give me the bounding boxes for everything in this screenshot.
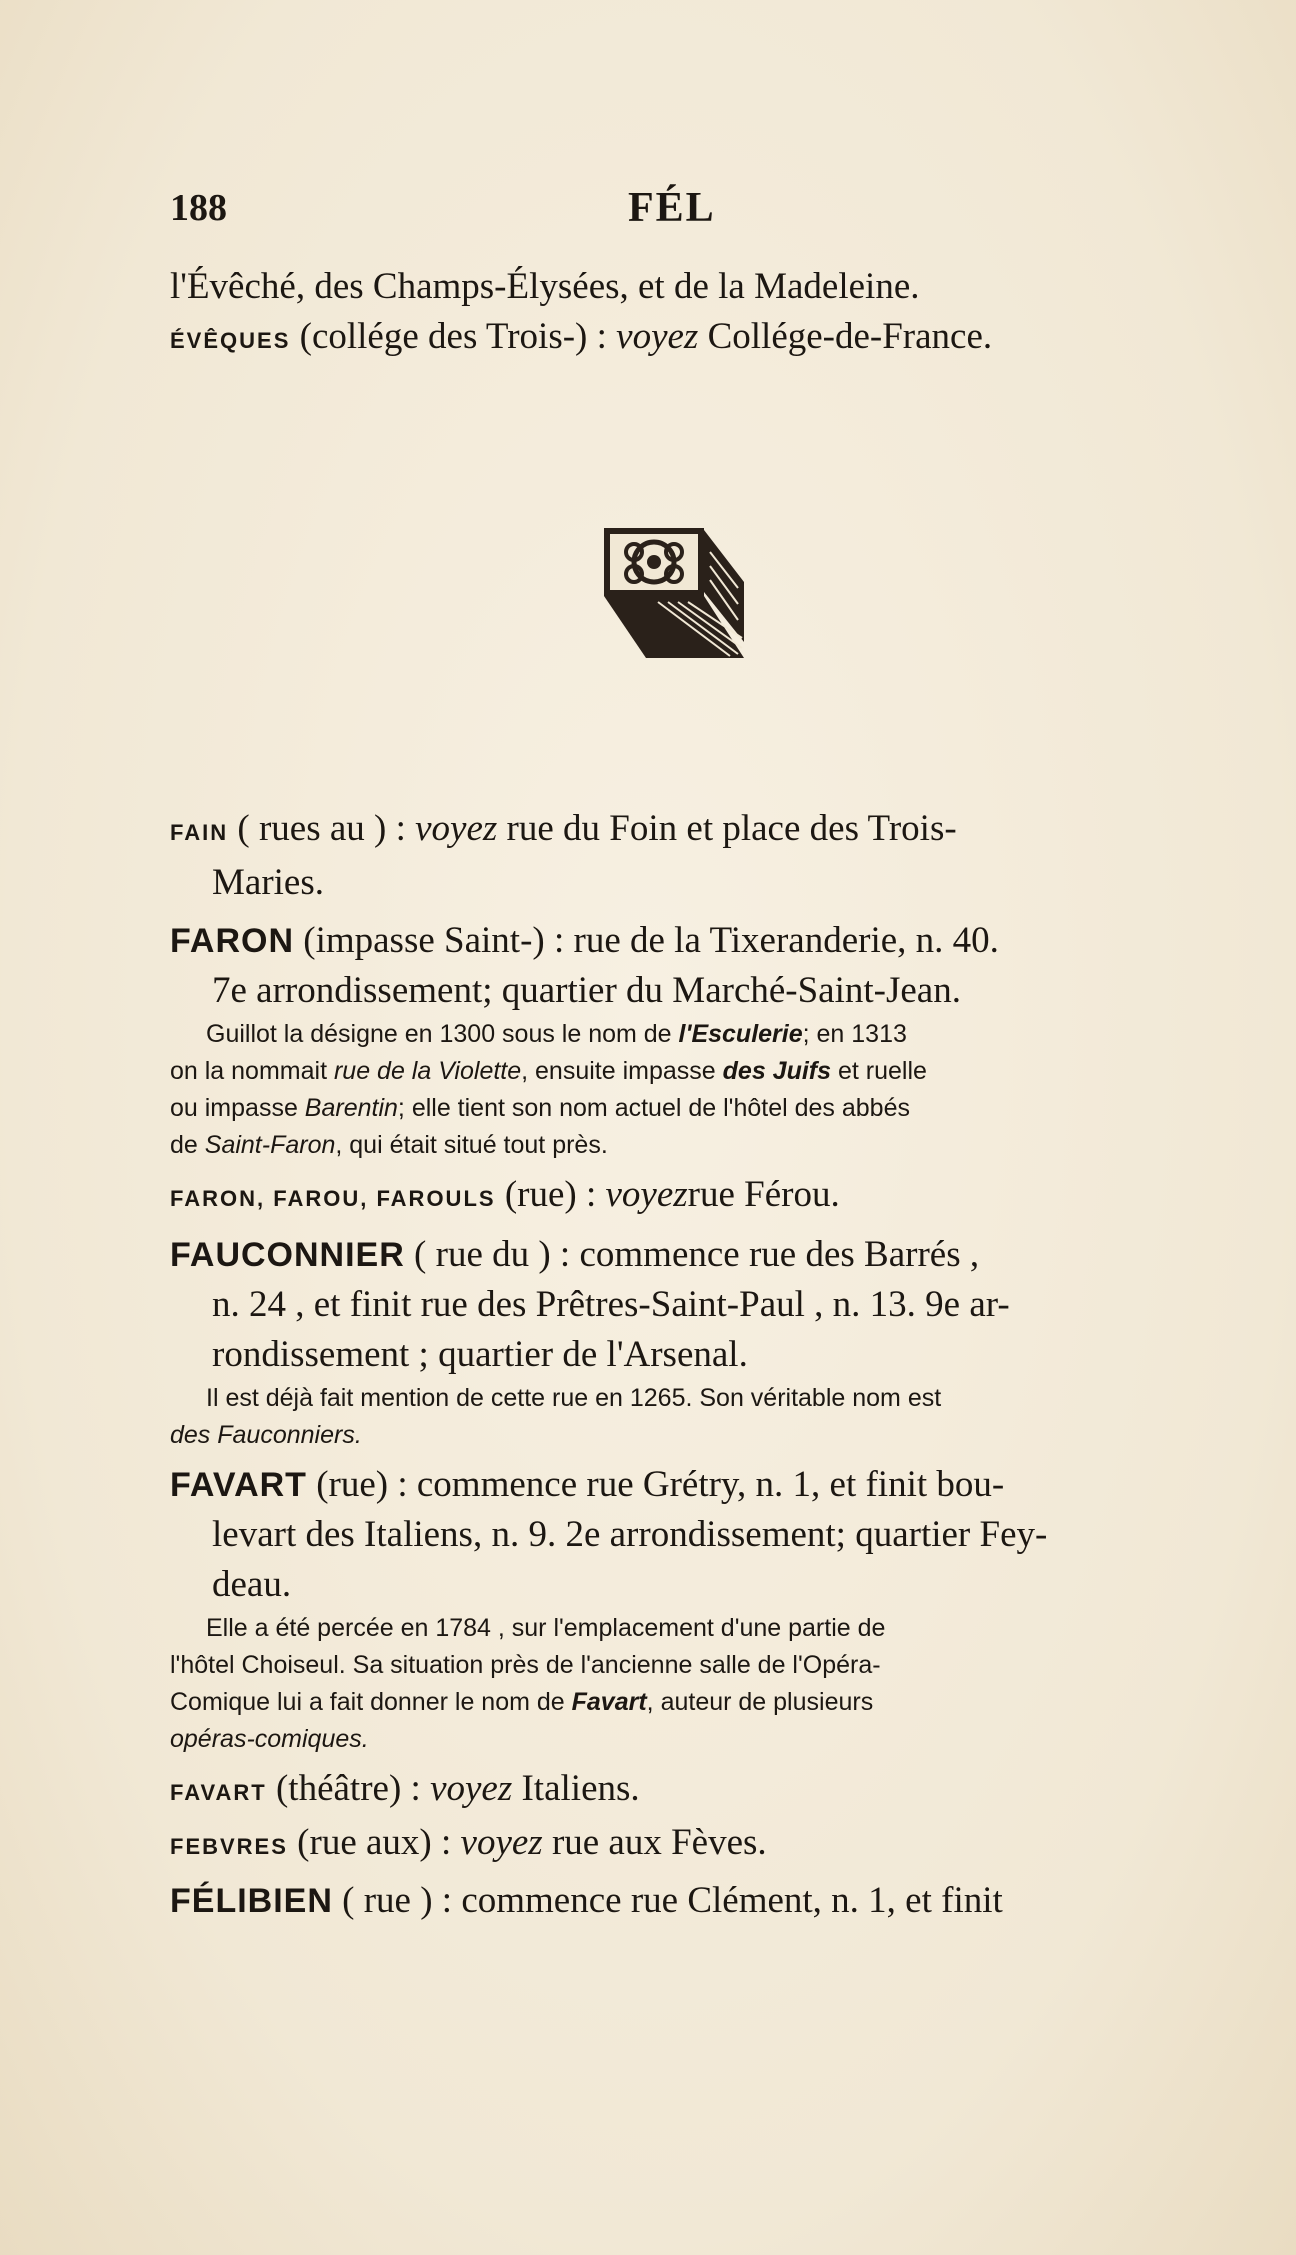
entry-faron-farou-farouls: FARON, FAROU, FAROULS (rue) : voyezrue Férou. — [170, 1174, 840, 1215]
entry-head: FAIN — [170, 820, 229, 845]
entry-favart-theatre: FAVART (théâtre) : voyez Italiens. — [170, 1768, 640, 1809]
entry-fain: FAIN ( rues au ) : voyez rue du Foin et place des Trois- Maries. — [170, 808, 957, 903]
entry-febvres: FEBVRES (rue aux) : voyez rue aux Fèves. — [170, 1822, 767, 1863]
entry-head: FAVART — [170, 1466, 307, 1504]
entry-head: FÉLIBIEN — [170, 1882, 333, 1920]
continuation-line: l'Évêché, des Champs-Élysées, et de la Madeleine. — [170, 266, 920, 307]
ornament-icon — [598, 522, 748, 664]
entry-favart: FAVART (rue) : commence rue Grétry, n. 1, et finit bou- levart des Italiens, n. 9. 2e arrondissement; quartier Fey- deau. Elle a été percée en 1784 , sur l'emplacement d'une partie de l'hôtel Choiseul. Sa situation près de l'ancienne salle de l'Opéra- Comique lui a fait donner le nom de Favart, auteur de plusieurs opéras-comiques. — [170, 1464, 1048, 1753]
entry-fauconnier: FAUCONNIER ( rue du ) : commence rue des Barrés , n. 24 , et finit rue des Prêtres-Saint-Paul , n. 13. 9e ar- rondissement ; quartier de l'Arsenal. Il est déjà fait mention de cette rue en 1265. Son véritable nom est des Fauconniers. — [170, 1234, 1010, 1449]
entry-felibien: FÉLIBIEN ( rue ) : commence rue Clément, n. 1, et finit — [170, 1880, 1003, 1921]
page-header — [170, 186, 1190, 246]
entry-head: FARON — [170, 922, 294, 960]
entry-faron: FARON (impasse Saint-) : rue de la Tixeranderie, n. 40. 7e arrondissement; quartier du Marché-Saint-Jean. Guillot la désigne en 1300 sous le nom de l'Esculerie; en 1313 on la nommait rue de la Violette, ensuite impasse des Juifs et ruelle ou impasse Barentin; elle tient son nom actuel de l'hôtel des abbés de Saint-Faron, qui était situé tout près. — [170, 920, 999, 1159]
entry-eveques: ÉVÊQUES (collége des Trois-) : voyez Collége-de-France. — [170, 316, 993, 357]
running-head: FÉL — [628, 185, 716, 231]
top-entries — [170, 262, 1190, 366]
entry-head: FEBVRES — [170, 1834, 288, 1859]
entry-head: ÉVÊQUES — [170, 328, 291, 353]
main-entries — [170, 804, 1190, 1926]
entry-head: FAVART — [170, 1780, 267, 1805]
entry-head: FARON, FAROU, FAROULS — [170, 1186, 496, 1211]
entry-head: FAUCONNIER — [170, 1236, 405, 1274]
page-number: 188 — [170, 187, 227, 229]
